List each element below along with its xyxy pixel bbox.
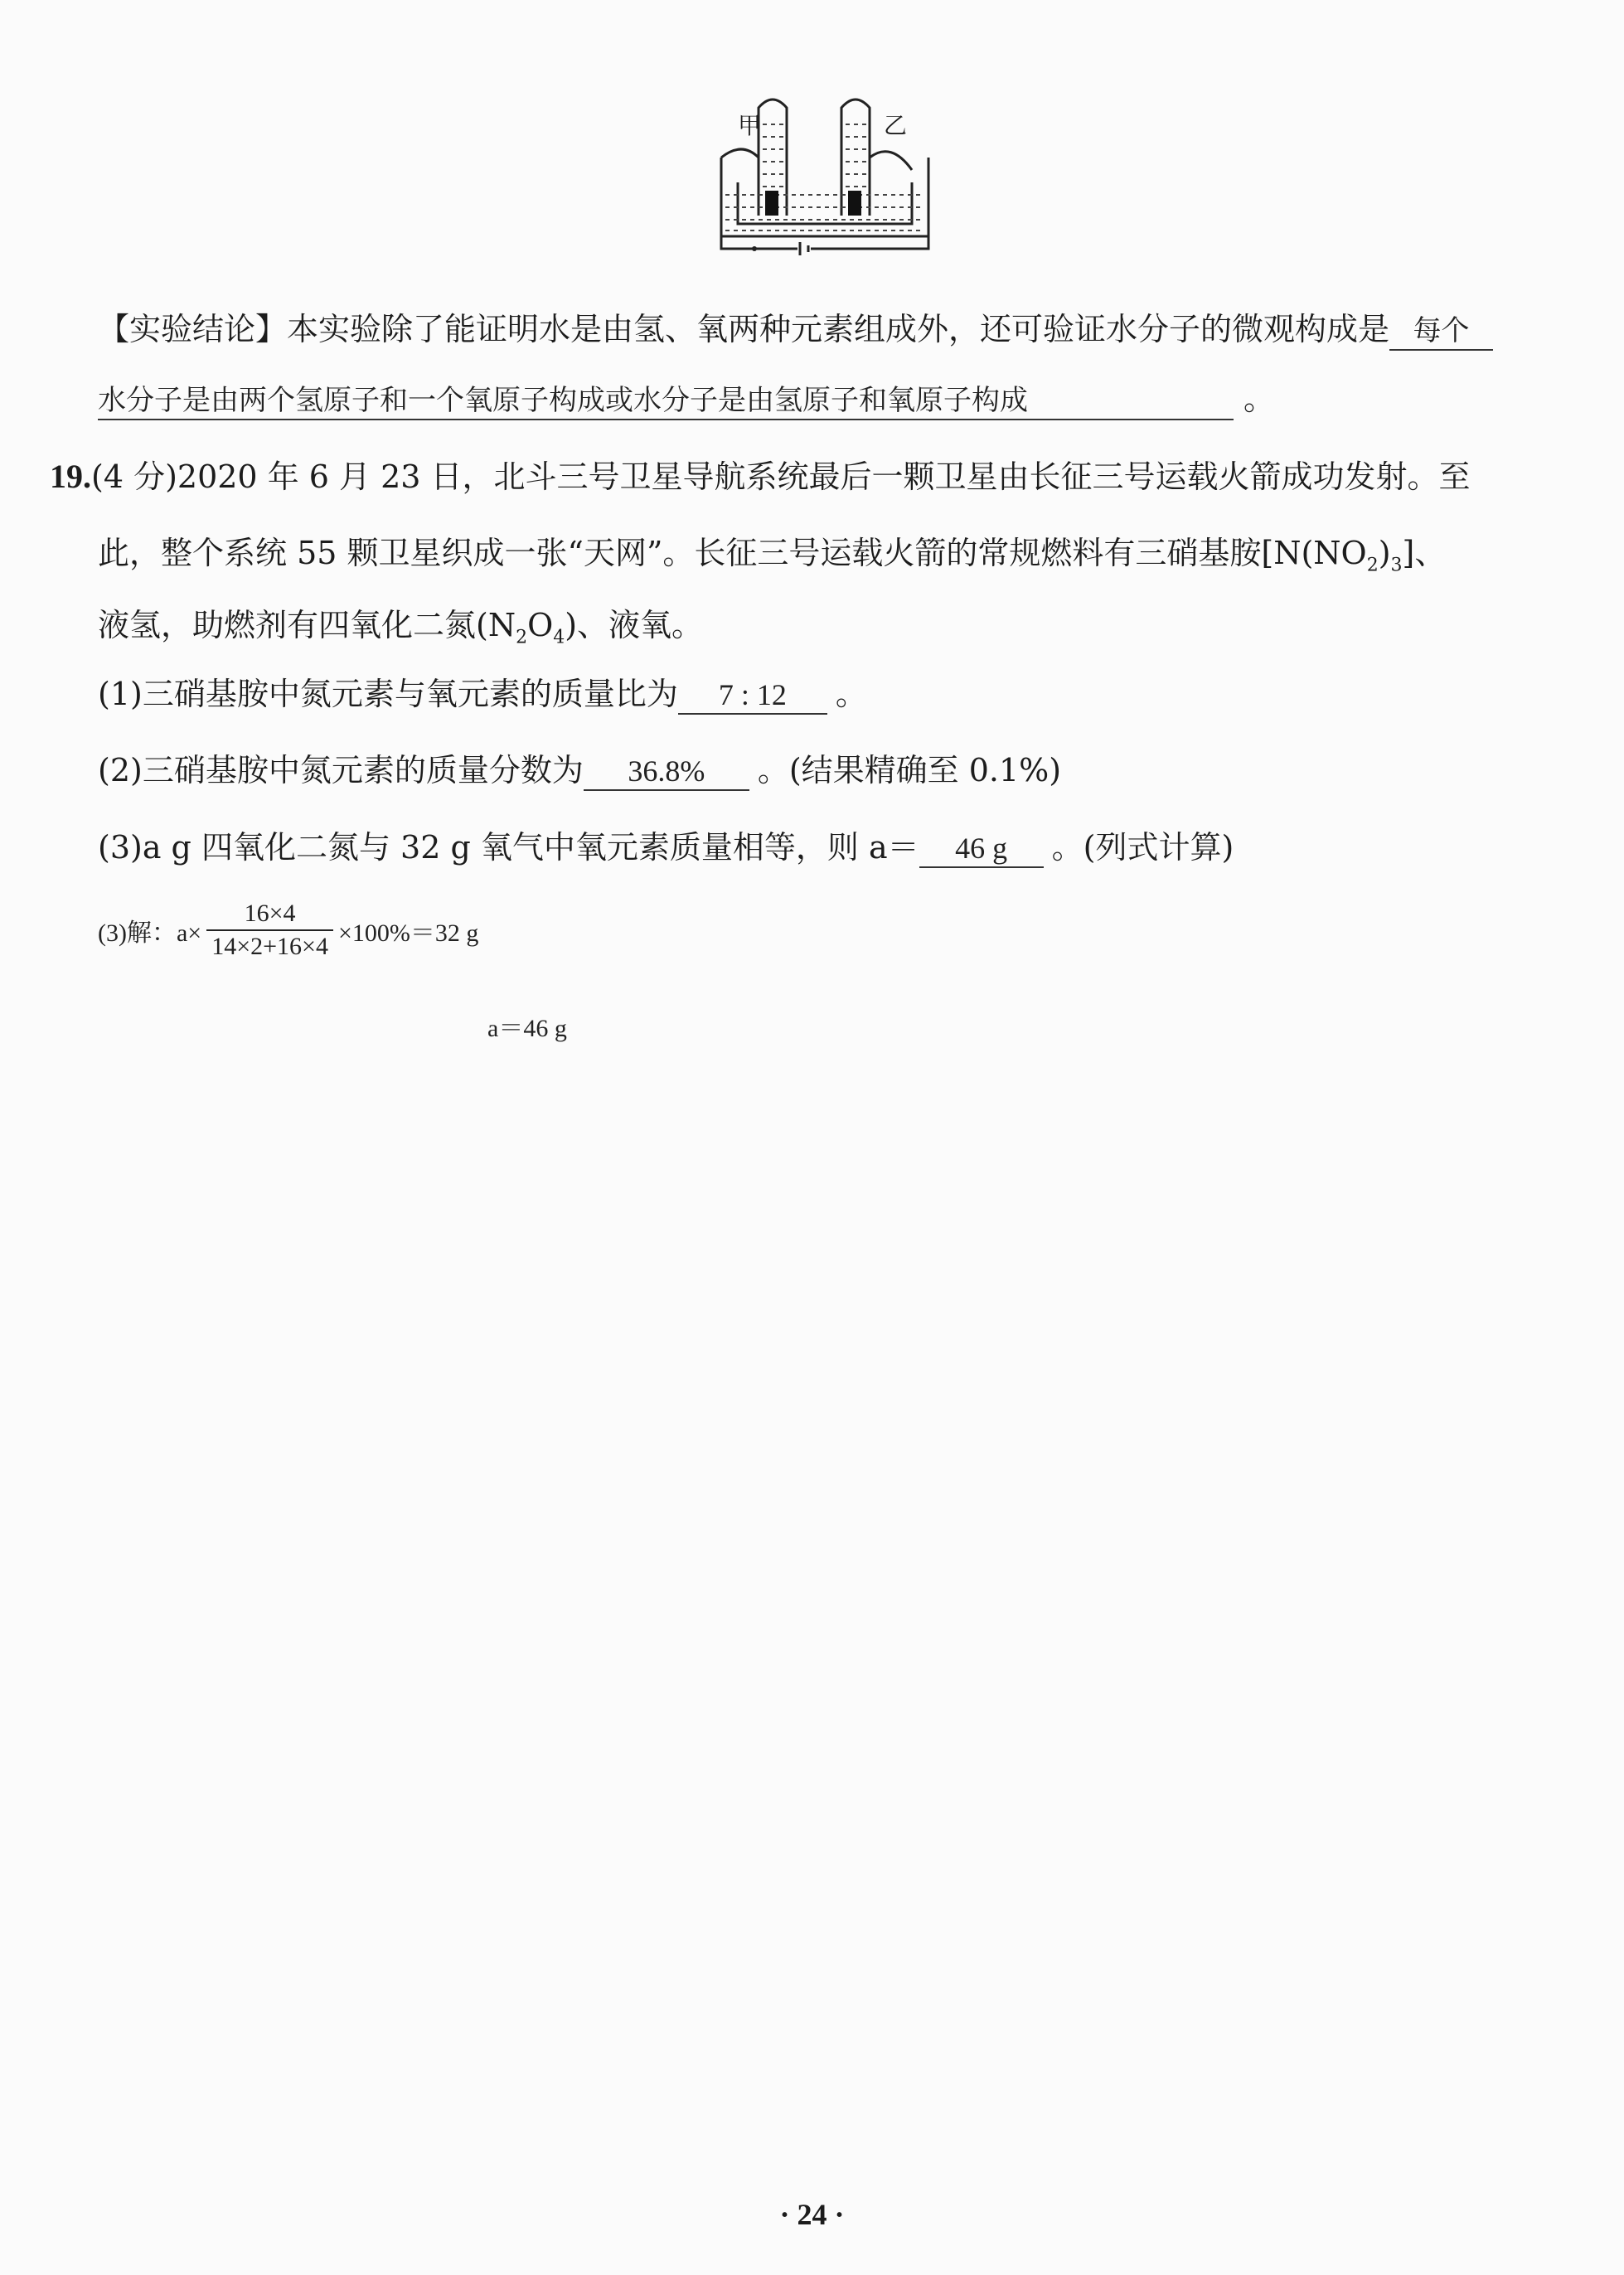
solution-equation — [98, 900, 478, 961]
subquestion-1-answer: 7 : 12 — [678, 680, 827, 715]
solution-prefix: (3)解：a× — [98, 919, 202, 947]
text-fragment: O — [527, 607, 554, 643]
conclusion-answer-part2: 水分子是由两个氢原子和一个氧原子构成或水分子是由氢原子和氧原子构成 — [98, 387, 1234, 420]
question-19-line-3 — [98, 609, 703, 648]
text-fragment: )、液氧。 — [565, 607, 704, 643]
text-fragment: ) — [1378, 535, 1391, 571]
subscript: 2 — [1366, 555, 1379, 576]
subquestion-2-answer: 36.8% — [584, 756, 749, 791]
question-19-line-2 — [98, 537, 1446, 575]
subquestion-1 — [98, 678, 867, 715]
conclusion-line-1 — [98, 313, 1493, 351]
tube-label-left: 甲 — [738, 112, 762, 139]
subquestion-3 — [98, 829, 1234, 868]
subquestion-1-end: 。 — [835, 676, 867, 712]
question-19-text-2: 此，整个系统 55 颗卫星织成一张“天网”。长征三号运载火箭的常规燃料有三硝基胺[N(NO — [98, 535, 1367, 571]
question-19-text-1: (4 分)2020 年 6 月 23 日，北斗三号卫星导航系统最后一颗卫星由长征三号运载火箭成功发射。至 — [91, 458, 1471, 495]
subquestion-3-answer: 46 g — [919, 833, 1044, 868]
solution-suffix: ×100%＝32 g — [337, 919, 479, 947]
fraction-denominator: 14×2+16×4 — [211, 933, 328, 960]
subscript: 4 — [553, 627, 565, 648]
conclusion-line-2 — [98, 383, 1275, 420]
subquestion-3-end: 。(列式计算) — [1051, 829, 1234, 866]
fraction-numerator: 16×4 — [206, 900, 333, 931]
solution-result: a＝46 g — [487, 1015, 567, 1042]
text-fragment: ]、 — [1402, 535, 1447, 571]
subquestion-2 — [98, 754, 1061, 791]
question-19-line-1 — [50, 460, 1471, 493]
conclusion-end: 。 — [1243, 381, 1276, 417]
conclusion-answer-part1: 每个 — [1389, 318, 1493, 351]
subquestion-2-text: (2)三硝基胺中氮元素的质量分数为 — [98, 752, 584, 788]
question-number: 19. — [50, 458, 91, 495]
subquestion-3-text: (3)a g 四氧化二氮与 32 g 氧气中氧元素质量相等，则 a＝ — [98, 829, 919, 866]
subquestion-2-end: 。(结果精确至 0.1%) — [757, 752, 1062, 788]
solution-fraction — [206, 900, 333, 961]
page-number: · 24 · — [779, 2198, 845, 2231]
subscript: 3 — [1390, 555, 1403, 576]
question-19-text-3: 液氢，助燃剂有四氧化二氮(N — [98, 607, 516, 643]
subscript: 2 — [516, 627, 528, 648]
tube-label-right: 乙 — [884, 112, 908, 139]
subquestion-1-text: (1)三硝基胺中氮元素与氧元素的质量比为 — [98, 676, 678, 712]
conclusion-text: 【实验结论】本实验除了能证明水是由氢、氧两种元素组成外，还可验证水分子的微观构成是 — [98, 311, 1390, 347]
